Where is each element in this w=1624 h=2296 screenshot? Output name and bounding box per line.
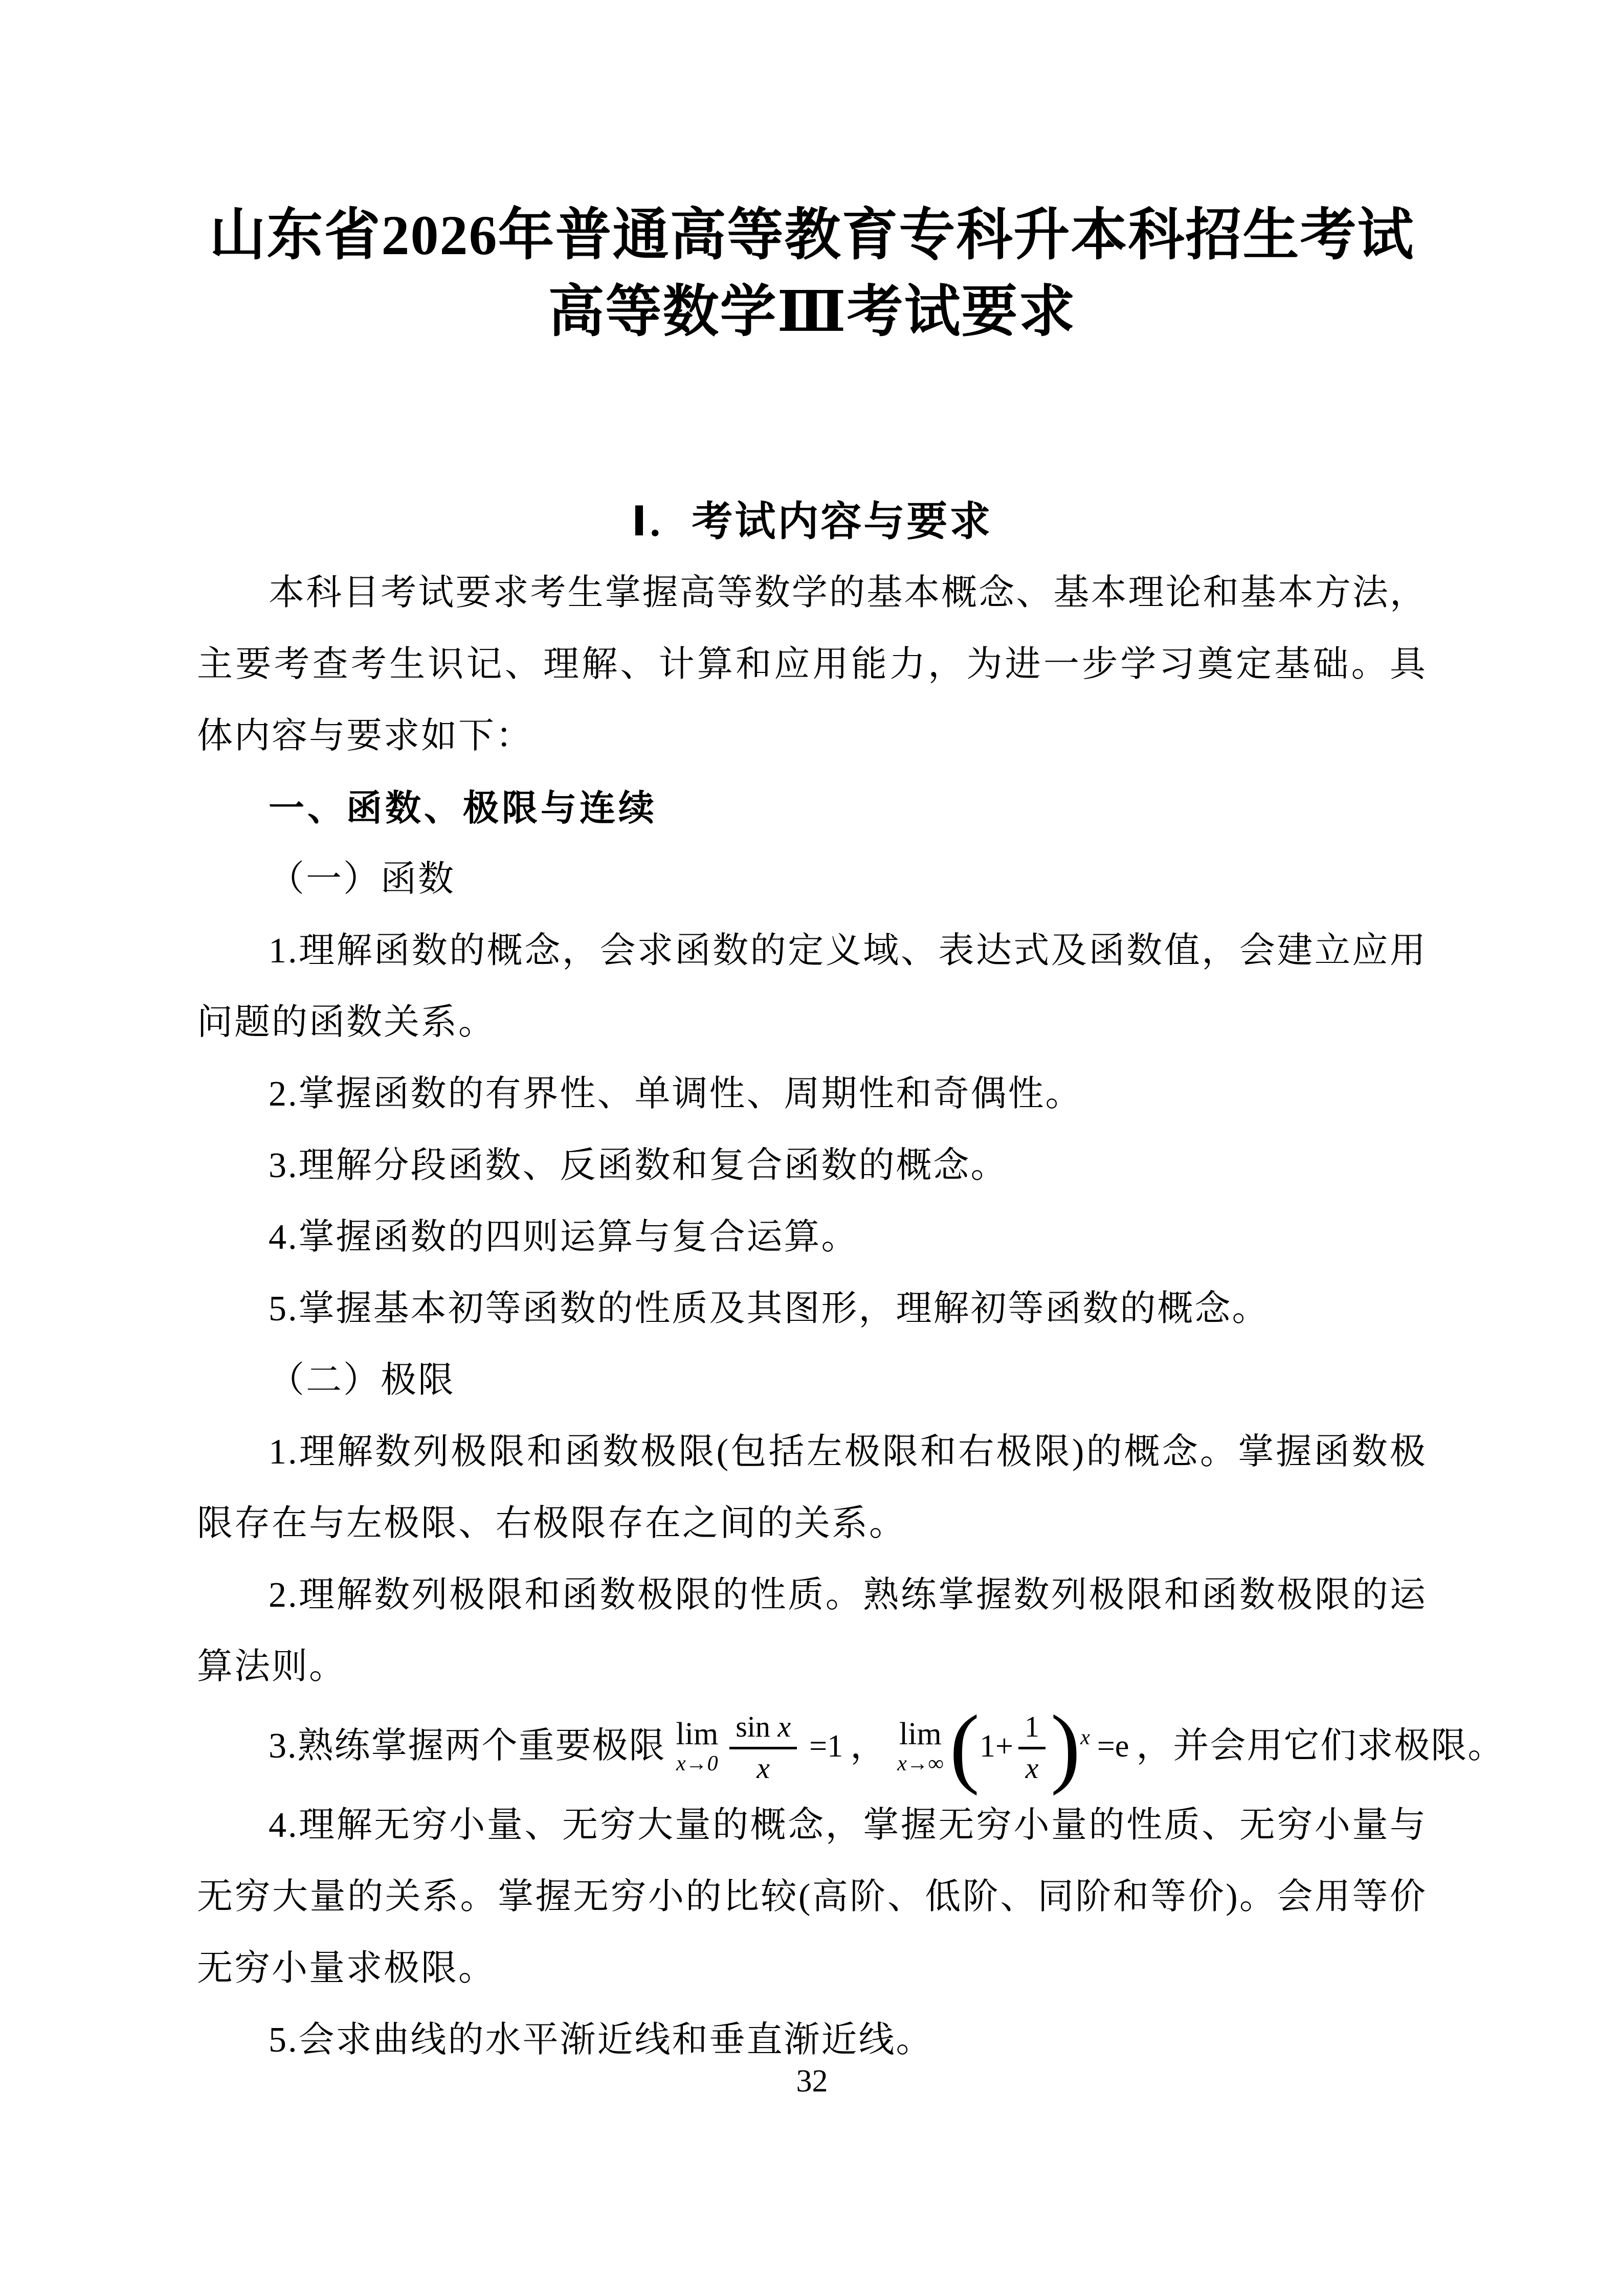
section-heading: Ⅰ．考试内容与要求 bbox=[631, 499, 993, 544]
fraction-sinx-over-x bbox=[729, 1710, 797, 1783]
paragraph: 2.掌握函数的有界性、单调性、周期性和奇偶性。 bbox=[269, 1074, 1083, 1114]
paragraph: 4.理解无穷小量、无穷大量的概念，掌握无穷小量的性质、无穷小量与无穷大量的关系。掌握无穷小的比较(高阶、低阶、同阶和等价)。会用等价无穷小量求极限。 bbox=[197, 1806, 1427, 1988]
lim-symbol: lim bbox=[899, 1717, 942, 1751]
variable: x bbox=[777, 1709, 791, 1743]
exponent-x: x bbox=[1080, 1725, 1090, 1749]
paragraph: （一）函数 bbox=[269, 860, 455, 899]
lim-subscript: x→∞ bbox=[897, 1752, 944, 1775]
paragraph: 4.掌握函数的四则运算与复合运算。 bbox=[269, 1218, 859, 1257]
lim-symbol: lim bbox=[676, 1717, 719, 1751]
paragraph: 本科目考试要求考生掌握高等数学的基本概念、基本理论和基本方法，主要考查考生识记、理解、计算和应用能力，为进一步学习奠定基础。具体内容与要求如下： bbox=[197, 573, 1427, 756]
subsection-heading: 一、函数、极限与连续 bbox=[269, 788, 657, 828]
paragraph: 5.会求曲线的水平渐近线和垂直渐近线。 bbox=[269, 2020, 933, 2060]
formula-prefix: 3.熟练掌握两个重要极限 bbox=[269, 1726, 666, 1766]
fraction-numerator bbox=[1018, 1710, 1045, 1749]
group-lead: 1+ bbox=[979, 1729, 1013, 1764]
fraction-one-over-x bbox=[1018, 1710, 1045, 1783]
formula-suffix: ，并会用它们求极限。 bbox=[1136, 1726, 1505, 1766]
paragraph: 1.理解函数的概念，会求函数的定义域、表达式及函数值，会建立应用问题的函数关系。 bbox=[197, 931, 1427, 1042]
open-paren: ( bbox=[949, 1696, 980, 1796]
lim-subscript: x→0 bbox=[676, 1752, 718, 1775]
document-title bbox=[0, 0, 1624, 350]
paragraph: 1.理解数列极限和函数极限(包括左极限和右极限)的概念。掌握函数极限存在与左极限、右极限存在之间的关系。 bbox=[197, 1432, 1427, 1543]
equals-one: =1 bbox=[809, 1729, 843, 1764]
paragraph: 3.理解分段函数、反函数和复合函数的概念。 bbox=[269, 1146, 1008, 1185]
paragraph: （二）极限 bbox=[269, 1361, 455, 1400]
paragraph: 5.掌握基本初等函数的性质及其图形，理解初等函数的概念。 bbox=[269, 1289, 1270, 1329]
formula-separator: ， bbox=[850, 1726, 887, 1766]
page-number: 32 bbox=[796, 2064, 828, 2099]
formula-paragraph bbox=[197, 1696, 1505, 1796]
document-title-line2: 高等数学Ⅲ考试要求 bbox=[548, 281, 1076, 343]
document-body bbox=[197, 557, 1505, 2076]
document-title-line1: 山东省2026年普通高等教育专科升本科招生考试 bbox=[209, 204, 1415, 266]
fraction-denominator: x bbox=[1025, 1751, 1039, 1785]
fraction-numerator bbox=[729, 1710, 797, 1749]
function-name: sin bbox=[736, 1709, 778, 1743]
limit-operator bbox=[676, 1718, 719, 1774]
numerator-one: 1 bbox=[1024, 1709, 1039, 1743]
equals-e: =e bbox=[1097, 1729, 1129, 1764]
close-paren: ) bbox=[1050, 1696, 1081, 1796]
limit-operator bbox=[897, 1718, 944, 1774]
fraction-denominator: x bbox=[757, 1751, 770, 1785]
parenthesized-group bbox=[949, 1696, 1090, 1796]
paragraph: 2.理解数列极限和函数极限的性质。熟练掌握数列极限和函数极限的运算法则。 bbox=[197, 1575, 1427, 1686]
